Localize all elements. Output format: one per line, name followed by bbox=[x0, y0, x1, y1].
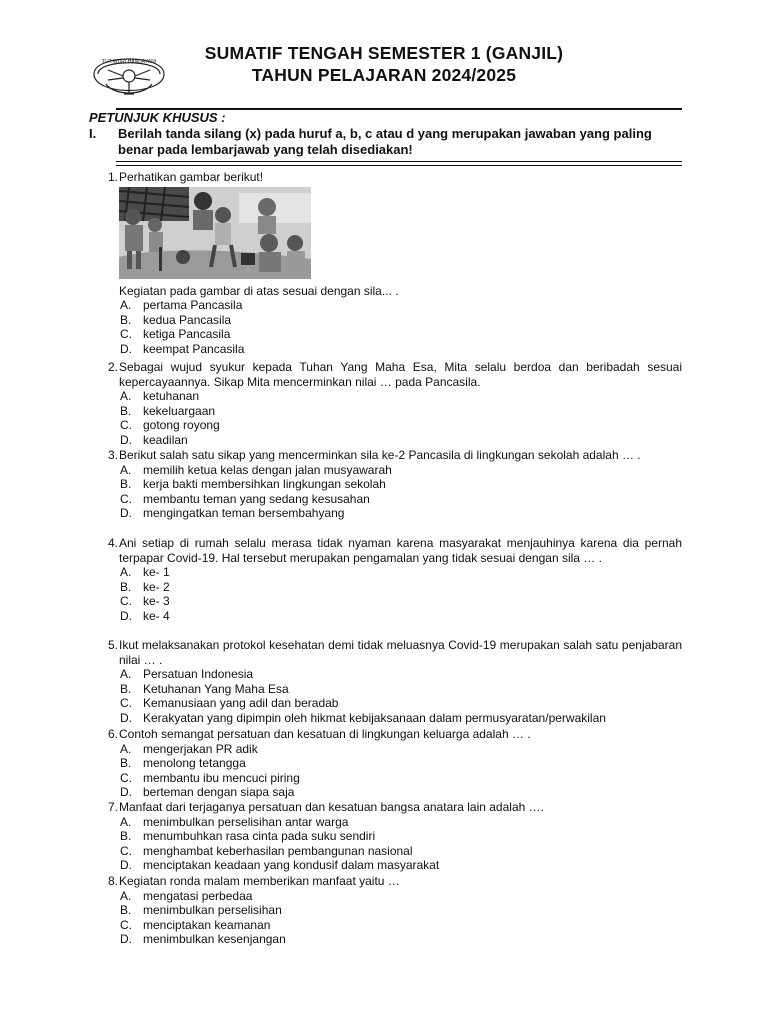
option-text: ke- 3 bbox=[143, 594, 170, 609]
option-letter: B. bbox=[120, 903, 132, 918]
question-5 bbox=[96, 638, 682, 726]
option-text: Persatuan Indonesia bbox=[143, 667, 254, 682]
question-illustration bbox=[119, 187, 311, 279]
option-text: keempat Pancasila bbox=[143, 341, 245, 356]
answer-option[interactable] bbox=[96, 594, 682, 609]
option-text: gotong royong bbox=[143, 418, 220, 433]
answer-option[interactable] bbox=[96, 696, 682, 711]
answer-option[interactable] bbox=[96, 389, 682, 404]
option-letter: A. bbox=[120, 814, 132, 829]
option-letter: B. bbox=[120, 756, 132, 771]
option-letter: D. bbox=[120, 785, 132, 800]
answer-option[interactable] bbox=[96, 492, 682, 507]
question-number: 5. bbox=[107, 638, 118, 652]
option-text: menghambat keberhasilan pembangunan nasional bbox=[143, 843, 413, 858]
option-letter: B. bbox=[120, 579, 132, 594]
option-letter: B. bbox=[120, 312, 132, 327]
option-text: Kerakyatan yang dipimpin oleh hikmat kebijaksanaan dalam permusyaratan/perwakilan bbox=[143, 710, 606, 725]
exam-title: SUMATIF TENGAH SEMESTER 1 (GANJIL) bbox=[204, 43, 564, 63]
answer-option[interactable] bbox=[96, 298, 682, 313]
question-number: 8. bbox=[107, 874, 118, 888]
option-text: ke- 2 bbox=[143, 579, 170, 594]
answer-option[interactable] bbox=[96, 565, 682, 580]
option-letter: A. bbox=[120, 667, 132, 682]
answer-option[interactable] bbox=[96, 829, 682, 844]
answer-option[interactable] bbox=[96, 609, 682, 624]
answer-options bbox=[96, 667, 682, 725]
answer-option[interactable] bbox=[96, 463, 682, 478]
answer-option[interactable] bbox=[96, 858, 682, 873]
option-letter: C. bbox=[120, 418, 132, 433]
option-letter: A. bbox=[120, 389, 132, 404]
question-text: Kegiatan ronda malam memberikan manfaat yaitu … bbox=[119, 874, 400, 888]
question-1 bbox=[96, 170, 682, 357]
question-text: Manfaat dari terjaganya persatuan dan kesatuan bangsa anatara lain adalah …. bbox=[119, 800, 544, 814]
option-text: Kemanusiaan yang adil dan beradab bbox=[143, 696, 339, 711]
question-number: 6. bbox=[107, 727, 118, 741]
option-letter: D. bbox=[120, 932, 132, 947]
instructions-heading: PETUNJUK KHUSUS : bbox=[89, 110, 226, 125]
question-number: 1. bbox=[107, 170, 118, 184]
answer-option[interactable] bbox=[96, 682, 682, 697]
question-7 bbox=[96, 800, 682, 873]
answer-option[interactable] bbox=[96, 815, 682, 830]
answer-option[interactable] bbox=[96, 313, 682, 328]
answer-option[interactable] bbox=[96, 889, 682, 904]
instructions-number: I. bbox=[89, 126, 97, 141]
answer-options bbox=[96, 889, 682, 947]
option-text: ketuhanan bbox=[143, 389, 200, 404]
option-text: menolong tetangga bbox=[143, 756, 246, 771]
answer-option[interactable] bbox=[96, 404, 682, 419]
option-letter: C. bbox=[120, 917, 132, 932]
option-text: ke- 1 bbox=[143, 565, 170, 580]
question-number: 4. bbox=[107, 536, 118, 550]
option-text: kerja bakti membersihkan lingkungan sekolah bbox=[143, 477, 386, 492]
option-letter: D. bbox=[120, 608, 132, 623]
option-letter: A. bbox=[120, 741, 132, 756]
option-letter: D. bbox=[120, 506, 132, 521]
question-2 bbox=[96, 360, 682, 448]
option-text: ketiga Pancasila bbox=[143, 327, 231, 342]
answer-options bbox=[96, 815, 682, 873]
option-letter: D. bbox=[120, 710, 132, 725]
option-text: berteman dengan siapa saja bbox=[143, 785, 295, 800]
answer-option[interactable] bbox=[96, 785, 682, 800]
option-text: keadilan bbox=[143, 432, 188, 447]
instructions-text: Berilah tanda silang (x) pada huruf a, b, c atau d yang merupakan jawaban yang paling benar pada lembarjawab yang telah disediakan! bbox=[118, 126, 652, 157]
answer-option[interactable] bbox=[96, 667, 682, 682]
option-letter: C. bbox=[120, 491, 132, 506]
option-letter: B. bbox=[120, 477, 132, 492]
option-letter: C. bbox=[120, 770, 132, 785]
option-text: menimbulkan perselisihan bbox=[143, 903, 282, 918]
answer-option[interactable] bbox=[96, 918, 682, 933]
answer-options bbox=[96, 298, 682, 356]
option-letter: B. bbox=[120, 681, 132, 696]
answer-options bbox=[96, 463, 682, 521]
answer-options bbox=[96, 742, 682, 800]
answer-option[interactable] bbox=[96, 932, 682, 947]
question-text: Berikut salah satu sikap yang mencerminkan sila ke-2 Pancasila di lingkungan sekolah adalah … . bbox=[119, 448, 641, 462]
option-text: pertama Pancasila bbox=[143, 298, 243, 313]
question-text: Contoh semangat persatuan dan kesatuan di lingkungan keluarga adalah … . bbox=[119, 727, 531, 741]
option-text: Ketuhanan Yang Maha Esa bbox=[143, 681, 289, 696]
option-text: ke- 4 bbox=[143, 608, 170, 623]
option-text: kekeluargaan bbox=[143, 403, 216, 418]
question-text: Ani setiap di rumah selalu merasa tidak nyaman karena masyarakat menjauhinya karena dia pernah terpapar Covid-19. Hal tersebut merupakan pengamalan yang tidak sesuai dengan sila … . bbox=[119, 536, 682, 565]
question-text: Ikut melaksanakan protokol kesehatan demi tidak meluasnya Covid-19 merupakan salah satu penjabaran nilai … . bbox=[119, 638, 682, 667]
option-text: membantu ibu mencuci piring bbox=[143, 770, 300, 785]
answer-option[interactable] bbox=[96, 342, 682, 357]
option-letter: B. bbox=[120, 403, 132, 418]
children-illustration bbox=[119, 187, 311, 279]
answer-option[interactable] bbox=[96, 742, 682, 757]
option-letter: A. bbox=[120, 462, 132, 477]
option-letter: A. bbox=[120, 298, 132, 313]
option-letter: D. bbox=[120, 341, 132, 356]
option-text: memilih ketua kelas dengan jalan musyawarah bbox=[143, 462, 392, 477]
question-number: 2. bbox=[107, 360, 118, 374]
instructions-block bbox=[89, 126, 689, 157]
answer-option[interactable] bbox=[96, 580, 682, 595]
option-text: mengingatkan teman bersembahyang bbox=[143, 506, 345, 521]
answer-option[interactable] bbox=[96, 506, 682, 521]
answer-options bbox=[96, 389, 682, 447]
option-letter: C. bbox=[120, 696, 132, 711]
question-6 bbox=[96, 727, 682, 800]
option-text: menimbulkan perselisihan antar warga bbox=[143, 814, 349, 829]
answer-option[interactable] bbox=[96, 418, 682, 433]
option-text: menumbuhkan rasa cinta pada suku sendiri bbox=[143, 829, 376, 844]
option-letter: A. bbox=[120, 565, 132, 580]
answer-options bbox=[96, 565, 682, 623]
option-letter: D. bbox=[120, 858, 132, 873]
option-text: kedua Pancasila bbox=[143, 312, 232, 327]
option-text: menimbulkan kesenjangan bbox=[143, 932, 286, 947]
option-letter: C. bbox=[120, 327, 132, 342]
answer-option[interactable] bbox=[96, 903, 682, 918]
option-letter: A. bbox=[120, 888, 132, 903]
question-text: Perhatikan gambar berikut! bbox=[119, 170, 264, 184]
question-number: 7. bbox=[107, 800, 118, 814]
answer-option[interactable] bbox=[96, 844, 682, 859]
instructions-rule-bottom bbox=[116, 165, 682, 166]
option-text: mengatasi perbedaa bbox=[143, 888, 253, 903]
question-text: Sebagai wujud syukur kepada Tuhan Yang Maha Esa, Mita selalu berdoa dan beribadah sesuai kepercayaannya. Sikap Mita mencerminkan nilai … pada Pancasila. bbox=[119, 360, 682, 389]
answer-option[interactable] bbox=[96, 327, 682, 342]
option-text: mengerjakan PR adik bbox=[143, 741, 258, 756]
option-text: membantu teman yang sedang kesusahan bbox=[143, 491, 370, 506]
option-letter: C. bbox=[120, 843, 132, 858]
option-text: menciptakan keamanan bbox=[143, 917, 271, 932]
question-3 bbox=[96, 448, 682, 521]
instructions-rule-top bbox=[116, 161, 682, 162]
answer-option[interactable] bbox=[96, 771, 682, 786]
answer-option[interactable] bbox=[96, 433, 682, 448]
academic-year-title: TAHUN PELAJARAN 2024/2025 bbox=[251, 65, 517, 85]
logo-text: TUT WURI HANDAYANI bbox=[101, 59, 157, 65]
question-number: 3. bbox=[107, 448, 118, 462]
answer-option[interactable] bbox=[96, 711, 682, 726]
option-letter: B. bbox=[120, 829, 132, 844]
answer-option[interactable] bbox=[96, 756, 682, 771]
question-followup: Kegiatan pada gambar di atas sesuai dengan sila... . bbox=[119, 283, 399, 298]
option-text: menciptakan keadaan yang kondusif dalam masyarakat bbox=[143, 858, 440, 873]
option-letter: D. bbox=[120, 432, 132, 447]
answer-option[interactable] bbox=[96, 477, 682, 492]
option-letter: C. bbox=[120, 594, 132, 609]
question-4 bbox=[96, 536, 682, 624]
question-8 bbox=[96, 874, 682, 947]
